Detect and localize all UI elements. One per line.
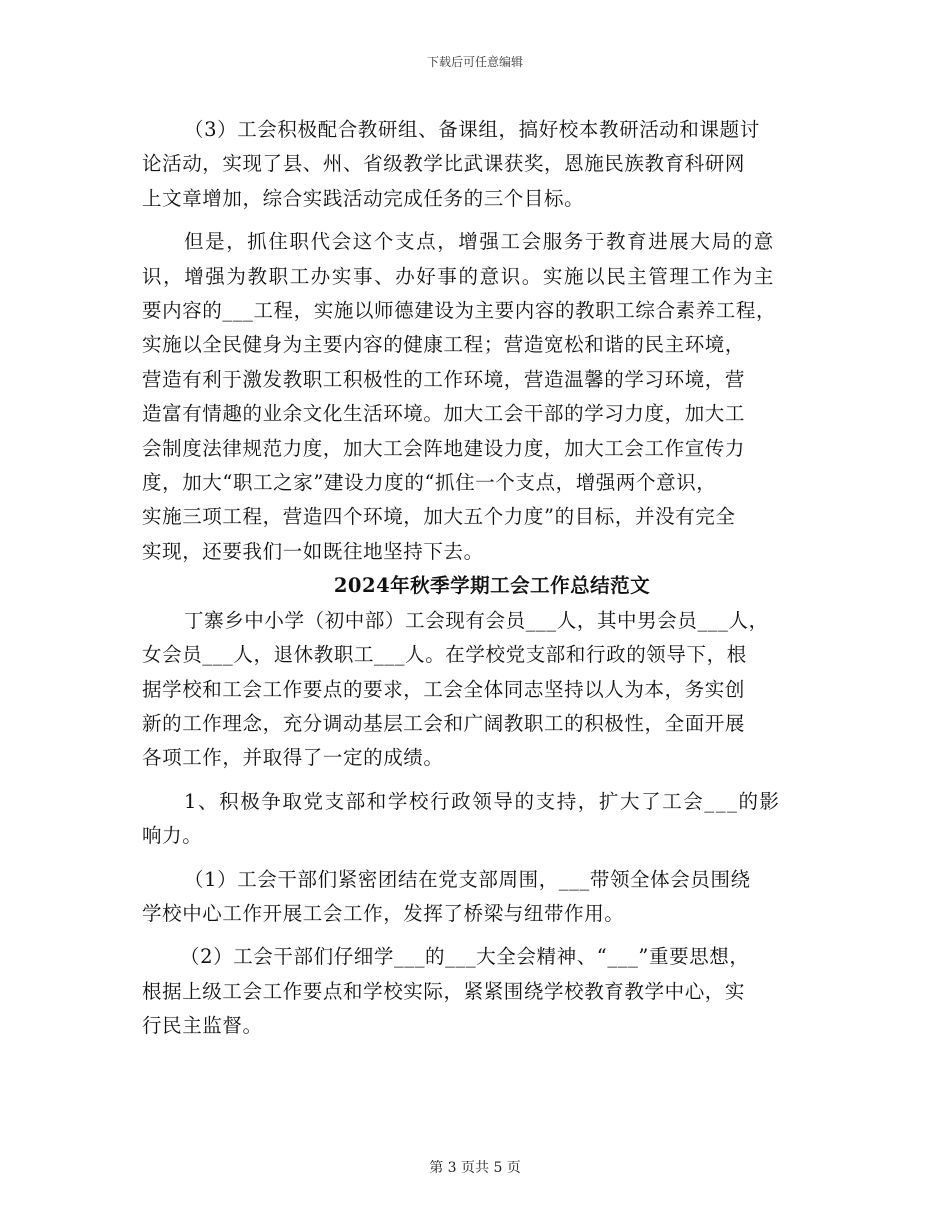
text-line: 营造有利于激发教职工积极性的工作环境，营造温馨的学习环境，营 <box>142 367 746 391</box>
document-body <box>142 113 822 1044</box>
text-line: 1、积极争取党支部和学校行政领导的支持，扩大了工会___的影 <box>184 789 781 813</box>
text-line: （1）工会干部们紧密团结在党支部周围，___带领全体会员围绕 <box>184 867 751 891</box>
text-line: 度，加大“职工之家”建设力度的“抓住一个支点，增强两个意识， <box>142 471 717 495</box>
paragraph-subitem-1 <box>142 863 822 932</box>
text-line: 要内容的___工程，实施以师德建设为主要内容的教职工综合素养工程， <box>142 299 777 323</box>
text-line: 根据上级工会工作要点和学校实际，紧紧围绕学校教育教学中心，实 <box>142 979 746 1003</box>
text-line: 造富有情趣的业余文化生活环境。加大工会干部的学习力度，加大工 <box>142 402 746 426</box>
paragraph-conclusion <box>142 225 822 569</box>
text-line: 行民主监督。 <box>142 1014 263 1038</box>
text-line: 论活动，实现了县、州、省级教学比武课获奖，恩施民族教育科研网 <box>142 152 746 176</box>
page-header: 下载后可任意编辑 <box>426 55 523 69</box>
text-line: 响力。 <box>142 824 203 848</box>
text-line: 会制度法律规范力度，加大工会阵地建设力度，加大工会工作宣传力 <box>142 436 746 460</box>
text-line: 实施三项工程，营造四个环境，加大五个力度”的目标，并没有完全 <box>142 505 736 529</box>
paragraph-item-1 <box>142 785 822 854</box>
page-footer: 第 3 页共 5 页 <box>429 1160 521 1176</box>
text-line: 上文章增加，综合实践活动完成任务的三个目标。 <box>142 186 585 210</box>
text-line: 新的工作理念，充分调动基层工会和广阔教职工的积极性，全面开展 <box>142 711 746 735</box>
text-line: 据学校和工会工作要点的要求，工会全体同志坚持以人为本，务实创 <box>142 677 746 701</box>
text-line: 识，增强为教职工办实事、办好事的意识。实施以民主管理工作为主 <box>142 264 776 288</box>
text-line: 各项工作，并取得了一定的成绩。 <box>142 746 444 770</box>
text-line: 学校中心工作开展工会工作，发挥了桥梁与纽带作用。 <box>142 901 625 925</box>
text-line: 丁寨乡中小学（初中部）工会现有会员___人，其中男会员___人， <box>184 608 769 632</box>
text-line: 女会员___人，退休教职工___人。在学校党支部和行政的领导下，根 <box>142 643 747 667</box>
paragraph-item-3 <box>142 113 822 216</box>
text-line: 实施以全民健身为主要内容的健康工程；营造宽松和谐的民主环境， <box>142 333 746 357</box>
text-line: （2）工会干部们仔细学___的___大全会精神、“___”重要思想， <box>180 945 750 969</box>
text-line: 但是，抓住职代会这个支点，增强工会服务于教育进展大局的意 <box>184 230 775 254</box>
paragraph-intro <box>142 604 822 776</box>
text-line: （3）工会积极配合教研组、备课组，搞好校本教研活动和课题讨 <box>184 118 760 141</box>
text-line: 实现，还要我们一如既往地坚持下去。 <box>142 539 484 563</box>
section-title: 2024年秋季学期工会工作总结范文 <box>333 574 651 598</box>
paragraph-subitem-2 <box>142 940 822 1043</box>
